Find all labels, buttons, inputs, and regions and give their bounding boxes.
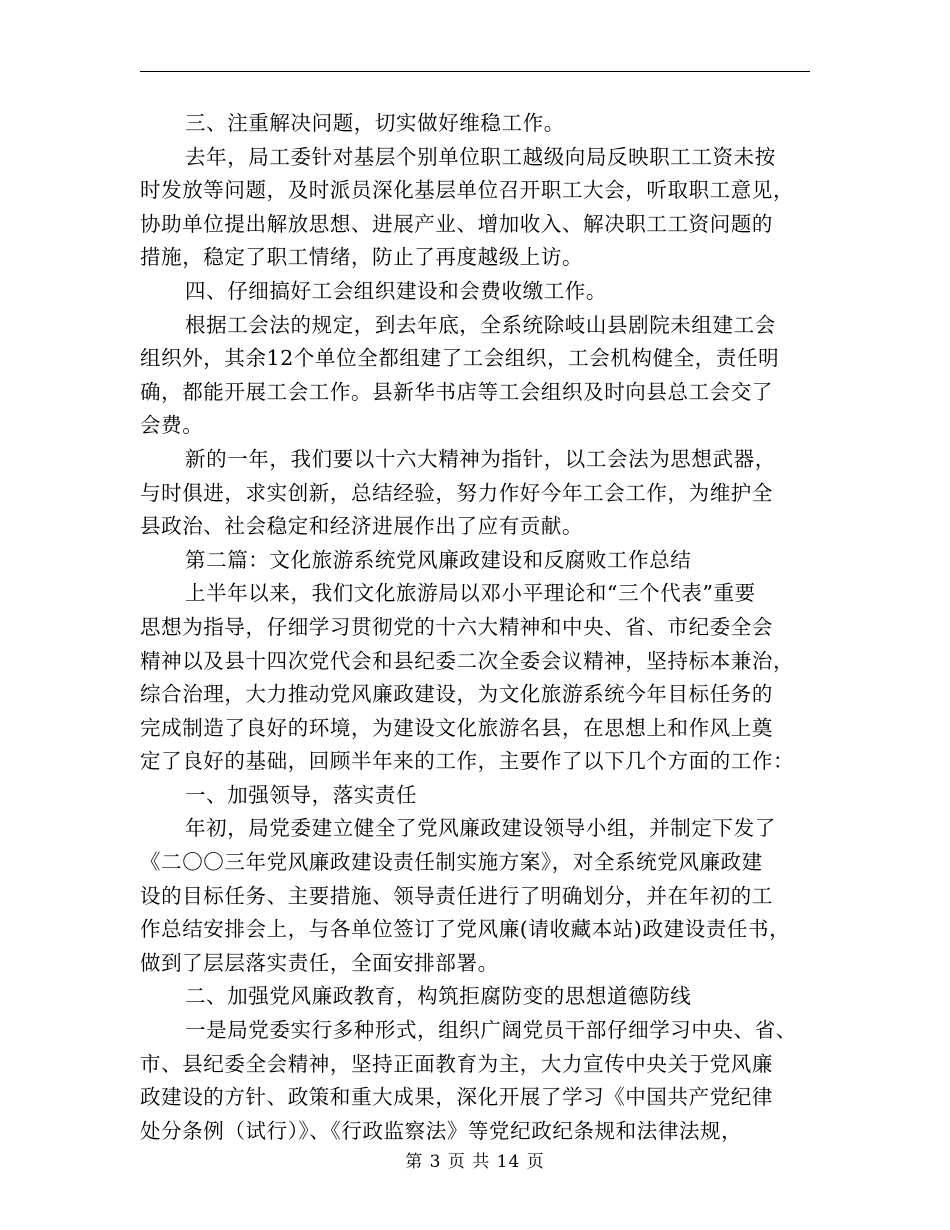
text-line: 处分条例（试行）》、《行政监察法》等党纪政纪条规和法律法规， bbox=[140, 1118, 743, 1143]
text-line: 措施，稳定了职工情绪，防止了再度越级上访。 bbox=[140, 245, 584, 270]
text-line: 县政治、社会稳定和经济进展作出了应有贡献。 bbox=[140, 514, 584, 539]
text-line: 去年，局工委针对基层个别单位职工越级向局反映职工工资未按 bbox=[185, 144, 776, 169]
text-line: 思想为指导，仔细学习贯彻党的十六大精神和中央、省、市纪委全会 bbox=[140, 614, 773, 639]
text-line: 确，都能开展工会工作。县新华书店等工会组织及时向县总工会交了 bbox=[140, 379, 773, 404]
text-line: 作总结安排会上，与各单位签订了党风廉(请收藏本站)政建设责任书， bbox=[140, 917, 791, 942]
text-line: 政建设的方针、政策和重大成果，深化开展了学习《中国共产党纪律 bbox=[140, 1085, 773, 1110]
text-line: 定了良好的基础，回顾半年来的工作，主要作了以下几个方面的工作： bbox=[140, 749, 795, 774]
text-line: 第二篇：文化旅游系统党风廉政建设和反腐败工作总结 bbox=[185, 547, 692, 572]
text-line: 新的一年，我们要以十六大精神为指针，以工会法为思想武器， bbox=[185, 446, 776, 471]
text-line: 综合治理，大力推动党风廉政建设，为文化旅游系统今年目标任务的 bbox=[140, 682, 773, 707]
text-line: 组织外，其余12个单位全都组建了工会组织，工会机构健全，责任明 bbox=[140, 346, 780, 371]
header-rule bbox=[140, 71, 810, 72]
page-footer: 第 3 页 共 14 页 bbox=[405, 1152, 545, 1172]
text-line: 上半年以来，我们文化旅游局以邓小平理论和“三个代表”重要 bbox=[185, 581, 756, 606]
text-line: 二、加强党风廉政教育，构筑拒腐防变的思想道德防线 bbox=[185, 984, 692, 1009]
text-line: 根据工会法的规定，到去年底，全系统除岐山县剧院未组建工会 bbox=[185, 312, 776, 337]
text-line: 做到了层层落实责任，全面安排部署。 bbox=[140, 950, 499, 975]
text-line: 完成制造了良好的环境，为建设文化旅游名县，在思想上和作风上奠 bbox=[140, 715, 773, 740]
document-body bbox=[140, 107, 810, 1148]
text-line: 精神以及县十四次党代会和县纪委二次全委会议精神，坚持标本兼治， bbox=[140, 648, 795, 673]
text-line: 设的目标任务、主要措施、领导责任进行了明确划分，并在年初的工 bbox=[140, 883, 773, 908]
text-line: 三、注重解决问题，切实做好维稳工作。 bbox=[185, 111, 565, 135]
text-line: 协助单位提出解放思想、进展产业、增加收入、解决职工工资问题的 bbox=[140, 211, 773, 236]
text-line: 市、县纪委全会精神，坚持正面教育为主，大力宣传中央关于党风廉 bbox=[140, 1051, 773, 1076]
text-line: 一是局党委实行多种形式，组织广阔党员干部仔细学习中央、省、 bbox=[185, 1018, 797, 1043]
text-line: 一、加强领导，落实责任 bbox=[185, 782, 418, 807]
text-line: 与时俱进，求实创新，总结经验，努力作好今年工会工作，为维护全 bbox=[140, 480, 773, 505]
text-line: 时发放等问题，及时派员深化基层单位召开职工大会，听取职工意见， bbox=[140, 178, 795, 203]
text-line: 《二〇〇三年党风廉政建设责任制实施方案》，对全系统党风廉政建 bbox=[140, 850, 763, 875]
text-line: 年初，局党委建立健全了党风廉政建设领导小组，并制定下发了 bbox=[185, 816, 776, 841]
text-line: 四、仔细搞好工会组织建设和会费收缴工作。 bbox=[185, 278, 607, 303]
text-line: 会费。 bbox=[140, 413, 204, 438]
